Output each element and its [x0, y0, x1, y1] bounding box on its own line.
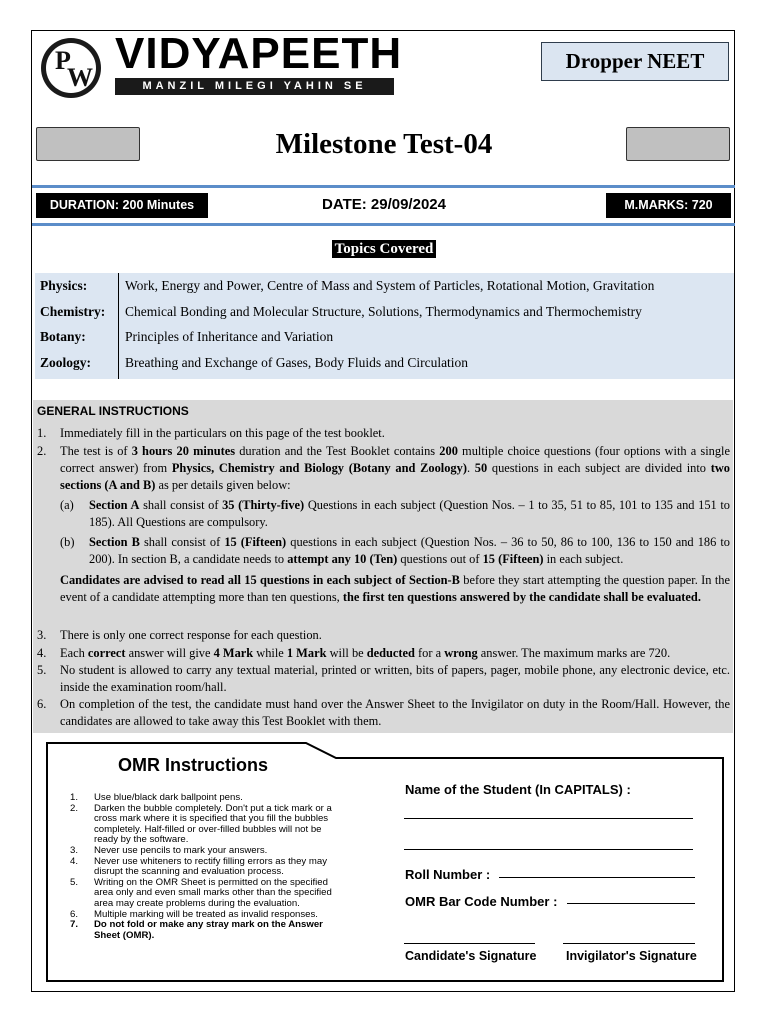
topic-row-physics [35, 273, 734, 299]
instruction-item: Section B shall consist of 15 (Fifteen) questions in each subject (Question Nos. – 36 to 50, 86 to 100, 136 to 150 and 186 to 200). In section B, a candidate needs to attempt any 10 (Ten) questions out of 15 (Fifteen) in each subject. [89, 535, 730, 566]
student-name-label: Name of the Student (In CAPITALS) : [405, 782, 631, 797]
course-badge: Dropper NEET [541, 42, 729, 81]
invigilator-signature-line[interactable] [563, 943, 695, 944]
instruction-number: 5. [37, 663, 47, 677]
instruction-number: 4. [37, 646, 47, 660]
instruction-item: Each correct answer will give 4 Mark while 1 Mark will be deducted for a wrong answer. The maximum marks are 720. [60, 646, 671, 660]
test-date: DATE: 29/09/2024 [322, 196, 446, 213]
topic-row-zoology [35, 350, 734, 376]
name-line-1[interactable] [404, 818, 693, 819]
topics-heading: Topics Covered [0, 240, 768, 258]
name-line-2[interactable] [404, 849, 693, 850]
instruction-number: (b) [60, 535, 75, 549]
candidate-signature-label: Candidate's Signature [405, 949, 537, 963]
general-instructions [33, 400, 733, 733]
instruction-number: 2. [37, 444, 47, 458]
topic-subject: Physics: [40, 278, 88, 293]
topics-table [35, 273, 734, 379]
instruction-item: Section A shall consist of 35 (Thirty-five) Questions in each subject (Question Nos. – 1 to 35, 51 to 85, 101 to 135 and 151 to 185). All Questions are compulsory. [89, 498, 730, 529]
omr-item: 2. Darken the bubble completely. Don't put a tick mark or a cross mark where it is specified that you fill the bubbles completely. Half-filled or over-filled bubbles will not be ready by the software. [70, 802, 332, 846]
roll-number-line[interactable] [499, 877, 695, 878]
topic-subject: Chemistry: [40, 304, 106, 319]
topic-chapters: Breathing and Exchange of Gases, Body Fluids and Circulation [125, 355, 469, 370]
pw-logo [41, 38, 101, 98]
omr-item: 3. Never use pencils to mark your answers. [70, 844, 268, 856]
instruction-item: The test is of 3 hours 20 minutes duration and the Test Booklet contains 200 multiple choice questions (four options with a single correct answer) from Physics, Chemistry and Biology (Botany and Zoology). 50 questions in each subject are divided into two sections (A and B) as per details given below: [60, 444, 731, 492]
logo-letter-p: P [55, 46, 71, 75]
instruction-item: No student is allowed to carry any textual material, printed or written, bits of papers, pager, mobile phone, any electronic device, etc. inside the examination room/hall. [60, 663, 730, 694]
topic-subject: Zoology: [40, 355, 92, 370]
topic-row-chemistry [35, 299, 734, 325]
logo-letter-w: W [67, 63, 93, 92]
omr-barcode-label: OMR Bar Code Number : [405, 894, 558, 909]
test-title: Milestone Test-04 [275, 128, 493, 160]
omr-item: 6. Multiple marking will be treated as invalid responses. [70, 908, 318, 920]
candidate-signature-line[interactable] [404, 943, 535, 944]
divider-top [32, 185, 735, 188]
omr-item: 1. Use blue/black dark ballpoint pens. [70, 792, 243, 803]
blank-box-right [626, 127, 730, 161]
marks-pill: M.MARKS: 720 [606, 193, 731, 218]
omr-title: OMR Instructions [118, 755, 269, 775]
instruction-number: 3. [37, 628, 47, 642]
omr-item: 7. Do not fold or make any stray mark on the Answer Sheet (OMR). [70, 919, 323, 941]
topic-chapters: Work, Energy and Power, Centre of Mass and System of Particles, Rotational Motion, Gravitation [125, 278, 655, 293]
roll-number-label: Roll Number : [405, 867, 491, 882]
topic-chapters: Chemical Bonding and Molecular Structure, Solutions, Thermodynamics and Thermochemistry [125, 304, 642, 319]
instruction-number: 6. [37, 697, 47, 711]
instruction-number: 1. [37, 426, 47, 440]
instruction-number: (a) [60, 498, 74, 512]
divider-bottom [32, 223, 735, 226]
instruction-item: On completion of the test, the candidate must hand over the Answer Sheet to the Invigilator on duty in the Room/Hall. However, the candidates are allowed to take away this Test Booklet with them. [60, 697, 730, 728]
topic-row-botany [35, 324, 734, 350]
instruction-item: Candidates are advised to read all 15 questions in each subject of Section-B before they start attempting the question paper. In the event of a candidate attempting more than ten questions, the first ten questions answered by the candidate shall be evaluated. [60, 573, 730, 604]
brand-tagline: MANZIL MILEGI YAHIN SE [115, 78, 394, 95]
barcode-line[interactable] [567, 903, 695, 904]
instruction-item: Immediately fill in the particulars on this page of the test booklet. [60, 426, 385, 440]
general-instructions-title: GENERAL INSTRUCTIONS [37, 404, 189, 418]
topic-subject: Botany: [40, 329, 86, 344]
duration-pill: DURATION: 200 Minutes [36, 193, 208, 218]
topic-chapters: Principles of Inheritance and Variation [125, 329, 334, 344]
brand-name: VIDYAPEETH [115, 29, 403, 78]
omr-item: 4. Never use whiteners to rectify filling errors as they may disrupt the scanning and evaluation process. [70, 855, 327, 878]
invigilator-signature-label: Invigilator's Signature [566, 949, 697, 963]
omr-item: 5. Writing on the OMR Sheet is permitted on the specified area only and even small marks other than the specified area may create problems during the evaluation. [70, 876, 332, 909]
omr-instruction-list [68, 793, 334, 941]
instruction-item: There is only one correct response for each question. [60, 628, 322, 642]
